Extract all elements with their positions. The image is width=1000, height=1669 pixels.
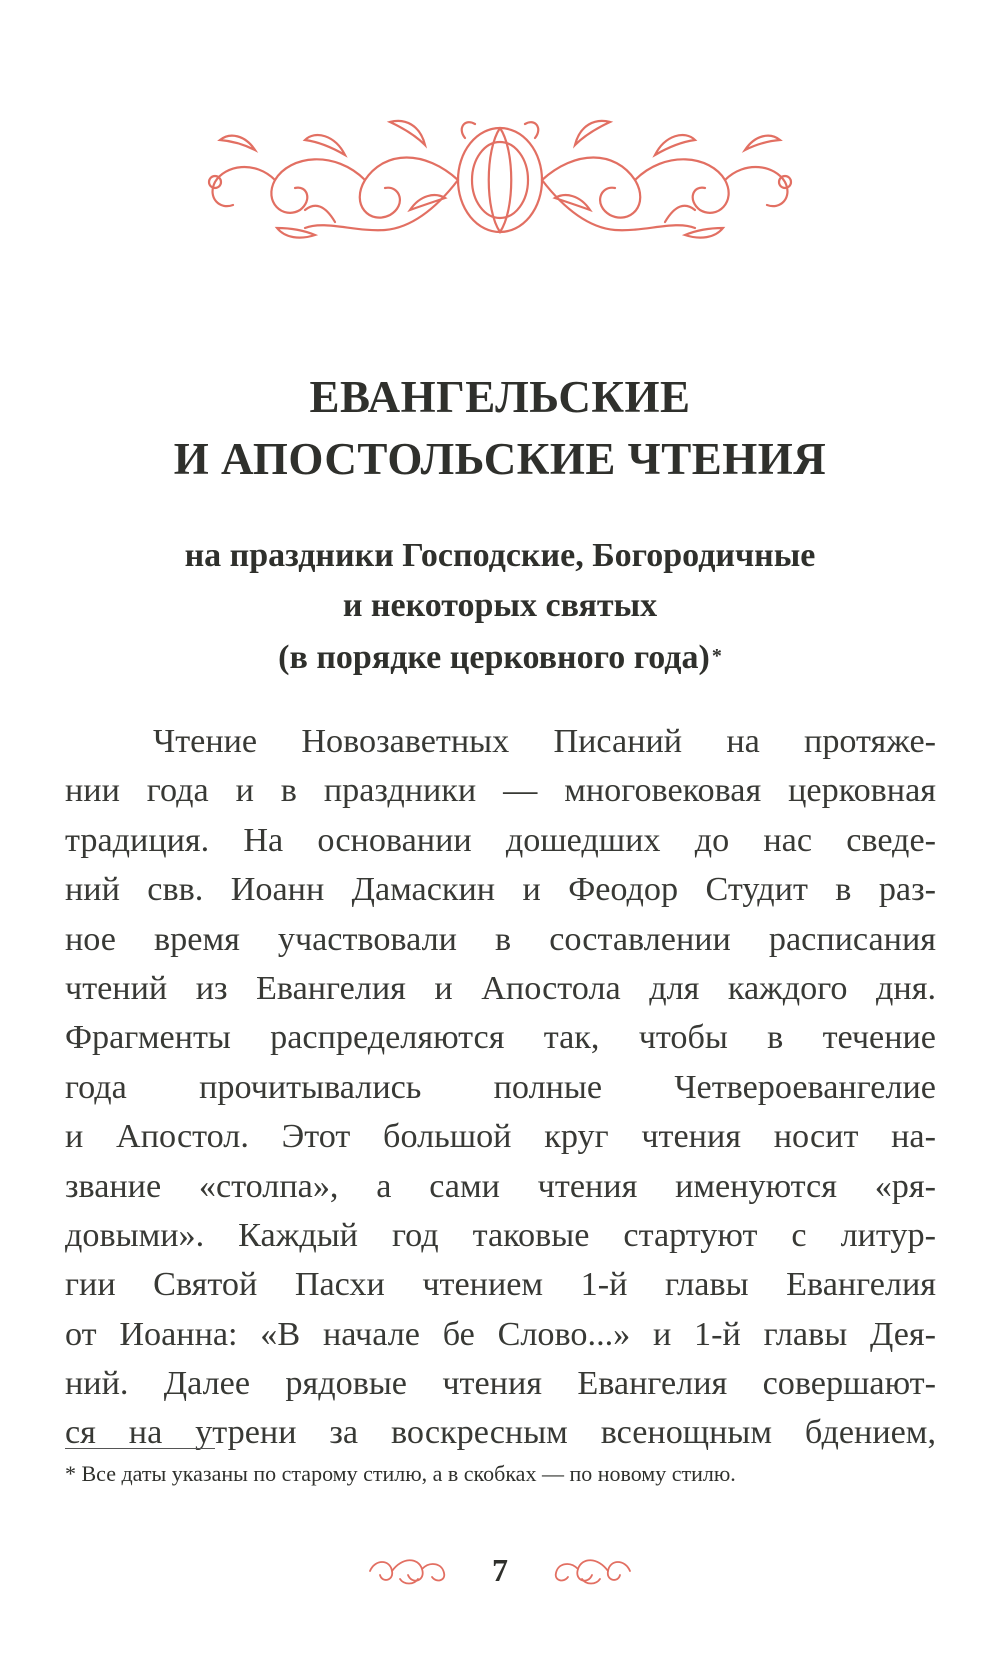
top-floral-ornament <box>195 110 805 250</box>
body-line: года прочитывались полные Четвероевангелие <box>65 1068 936 1106</box>
body-line: и Апостол. Этот большой круг чтения носит на- <box>65 1118 936 1156</box>
body-paragraph <box>65 717 936 1458</box>
body-line: Чтение Новозаветных Писаний на протяже- <box>153 723 936 760</box>
page-number: 7 <box>492 1552 508 1588</box>
body-line: гии Святой Пасхи чтением 1-й главы Евангелия <box>65 1266 936 1304</box>
body-line: нии года и в праздники — многовековая церковная <box>65 772 936 810</box>
subtitle-line-3 <box>60 631 940 683</box>
section-title <box>60 366 940 490</box>
body-line: ся на утрени за воскресным всенощным бдением, <box>65 1414 936 1452</box>
body-line: традиция. На основании дошедших до нас сведе- <box>65 821 936 859</box>
body-line: довыми». Каждый год таковые стартуют с литур- <box>65 1216 936 1254</box>
footnote: * Все даты указаны по старому стилю, а в скобках — по новому стилю. <box>65 1461 736 1486</box>
body-line: ний свв. Иоанн Дамаскин и Феодор Студит в раз- <box>65 871 936 909</box>
footnote-marker: * <box>711 645 722 667</box>
body-line: звание «столпа», а сами чтения именуются «ря- <box>65 1167 936 1205</box>
subtitle-line-2: и некоторых святых <box>342 587 658 624</box>
title-line-1: ЕВАНГЕЛЬСКИЕ <box>309 372 691 422</box>
footnote-divider <box>65 1448 215 1449</box>
body-line: чтений из Евангелия и Апостола для каждого дня. <box>65 969 936 1007</box>
body-line: ное время участвовали в составлении расписания <box>65 920 936 958</box>
body-line: от Иоанна: «В начале бе Слово...» и 1-й главы Дея- <box>65 1315 936 1353</box>
title-line-2: И АПОСТОЛЬСКИЕ ЧТЕНИЯ <box>173 434 827 484</box>
body-line: ний. Далее рядовые чтения Евангелия совершают- <box>65 1365 936 1403</box>
subtitle-line-1: на праздники Господские, Богородичные <box>184 537 816 574</box>
section-subtitle <box>60 531 940 683</box>
subtitle-line-3-text: (в порядке церковного года) <box>278 639 710 676</box>
body-line: Фрагменты распределяются так, чтобы в течение <box>65 1019 936 1057</box>
